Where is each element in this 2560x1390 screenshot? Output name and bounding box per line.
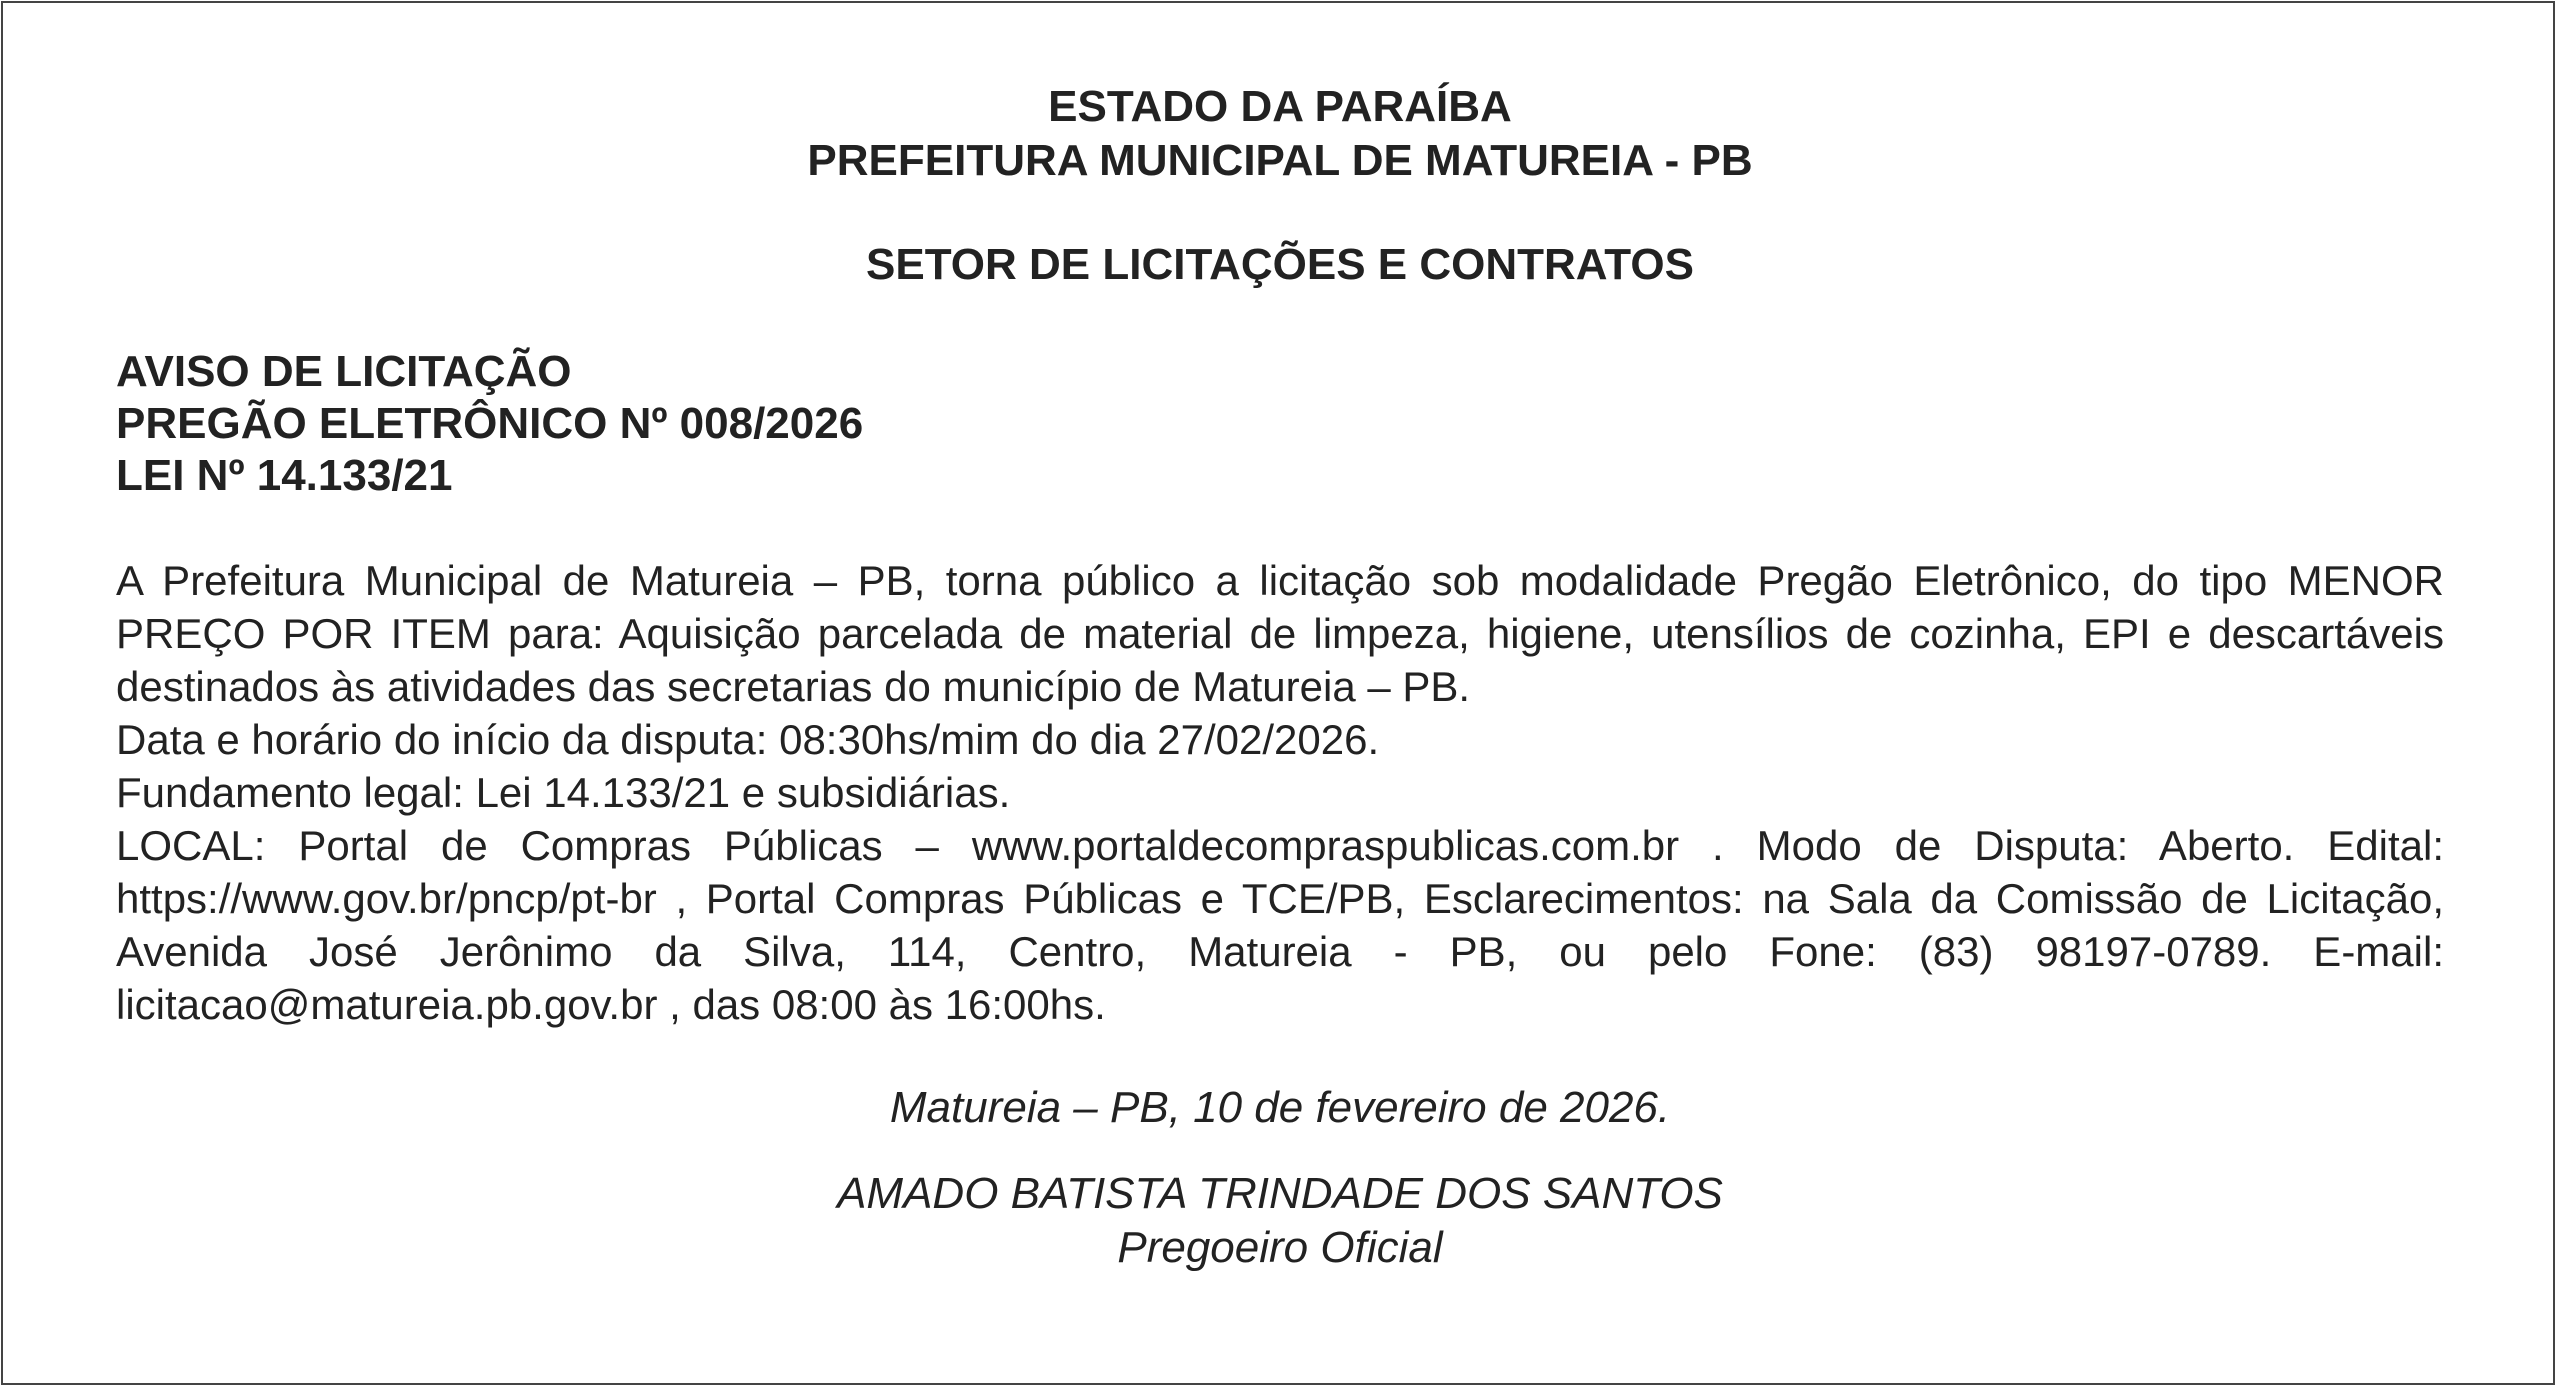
- body-paragraph-dispute-date: Data e horário do início da disputa: 08:30hs/mim do dia 27/02/2026.: [116, 716, 1380, 763]
- municipality-heading: PREFEITURA MUNICIPAL DE MATUREIA - PB: [807, 136, 1753, 185]
- document-footer: [116, 1081, 2444, 1275]
- notice-title: AVISO DE LICITAÇÃO: [116, 347, 572, 396]
- sector-heading: SETOR DE LICITAÇÕES E CONTRATOS: [866, 240, 1694, 289]
- state-heading: ESTADO DA PARAÍBA: [1048, 82, 1512, 131]
- body-paragraph-legal-basis: Fundamento legal: Lei 14.133/21 e subsidiárias.: [116, 769, 1011, 816]
- document-header: [116, 80, 2444, 292]
- auction-number: PREGÃO ELETRÔNICO Nº 008/2026: [116, 399, 864, 448]
- body-paragraph-location: LOCAL: Portal de Compras Públicas – www.portaldecompraspublicas.com.br . Modo de Disputa: Aberto. Edital: https://www.gov.br/pncp/pt-br , Portal Compras Públicas e TCE/PB, Esclarecimentos: na Sala da Comissão de Licitação, Avenida José Jerônimo da Silva, 114, Centro, Matureia - PB, ou pelo Fone: (83) 98197-0789. E-mail: licitacao@matureia.pb.gov.br , das 08:00 às 16:00hs.: [116, 822, 2444, 1028]
- signature-block: [116, 1167, 2444, 1275]
- body-paragraph-purpose: A Prefeitura Municipal de Matureia – PB, torna público a licitação sob modalidade Pregão Eletrônico, do tipo MENOR PREÇO POR ITEM para: Aquisição parcelada de material de limpeza, higiene, utensílios de cozinha, EPI e descartáveis destinados às atividades das secretarias do município de Matureia – PB.: [116, 557, 2444, 710]
- place-date: Matureia – PB, 10 de fevereiro de 2026.: [889, 1083, 1671, 1132]
- signer-name: AMADO BATISTA TRINDADE DOS SANTOS: [837, 1169, 1723, 1218]
- notice-body: [116, 554, 2444, 1031]
- notice-heading-block: [116, 346, 2444, 502]
- law-reference: LEI Nº 14.133/21: [116, 451, 453, 500]
- document-content: [116, 80, 2444, 1275]
- signer-role: Pregoeiro Oficial: [1117, 1223, 1443, 1272]
